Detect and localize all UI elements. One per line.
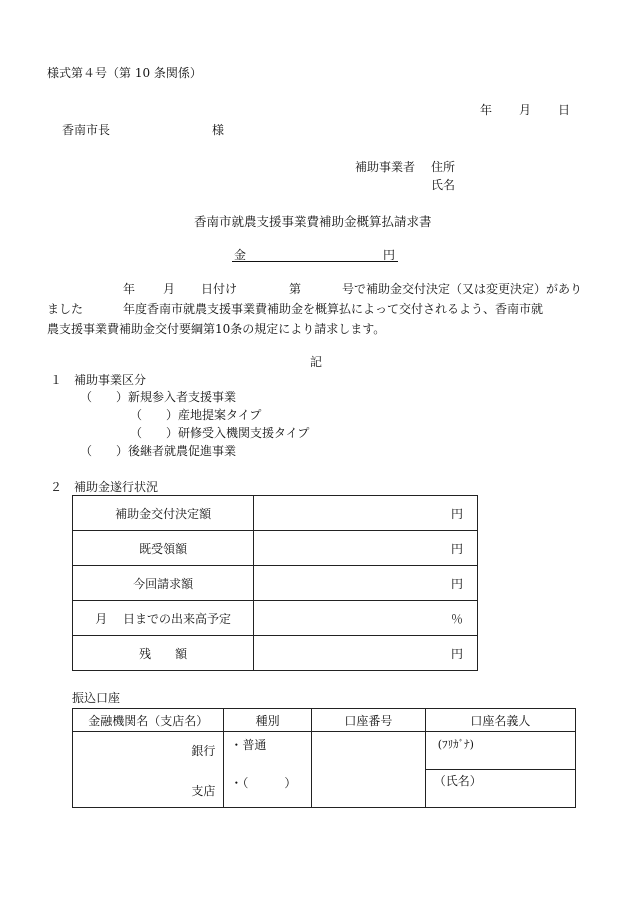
date-day: 日 [558, 103, 571, 117]
type-other: ・（ ） [230, 776, 297, 790]
table-row [73, 496, 478, 531]
amount-line [232, 248, 398, 264]
ki-label: 記 [310, 355, 323, 369]
address-label: 住所 [431, 160, 456, 174]
bank-label: 銀行 [191, 744, 216, 758]
body-day: 日付け [201, 282, 238, 296]
section1-item-successor: （ ）後継者就農促進事業 [80, 444, 237, 458]
header-account-holder: 口座名義人 [425, 709, 575, 732]
form-number: 様式第４号（第 10 条関係） [47, 66, 202, 80]
row-label: 今回請求額 [73, 566, 254, 601]
institution-cell [73, 732, 224, 808]
body-month: 月 [163, 282, 176, 296]
holder-name-label: （氏名） [433, 774, 482, 788]
status-table [72, 495, 478, 671]
date-month: 月 [519, 103, 532, 117]
date-year: 年 [480, 103, 493, 117]
addressee-name: 香南市長 [62, 123, 111, 137]
type-cell [224, 732, 311, 808]
row-unit: 円 [254, 496, 478, 531]
body-year: 年 [123, 282, 136, 296]
account-number-cell [311, 732, 425, 808]
kana-label: (ﾌﾘｶﾞﾅ) [437, 738, 474, 751]
row-label: 補助金交付決定額 [73, 496, 254, 531]
bank-heading: 振込口座 [72, 691, 121, 705]
table-row [73, 601, 478, 636]
table-header-row [73, 709, 576, 732]
row-unit: ％ [254, 601, 478, 636]
section2-heading: ２ 補助金遂行状況 [50, 480, 159, 494]
row-label: 月 日までの出来高予定 [73, 601, 254, 636]
amount-underline [232, 248, 398, 262]
table-row [73, 566, 478, 601]
kana-row [426, 732, 575, 770]
header-institution: 金融機関名（支店名） [73, 709, 224, 732]
table-row [73, 531, 478, 566]
section1-item-regional: （ ）産地提案タイプ [130, 408, 262, 422]
row-unit: 円 [254, 531, 478, 566]
body-line1-rest: 号で補助金交付決定（又は変更決定）があり [342, 282, 583, 296]
row-label: 残 額 [73, 636, 254, 671]
header-type: 種別 [224, 709, 311, 732]
table-row [73, 732, 576, 808]
bank-table [72, 708, 576, 808]
header-account-number: 口座番号 [311, 709, 425, 732]
applicant-label: 補助事業者 [355, 160, 416, 174]
amount-prefix: 金 [234, 248, 247, 262]
account-holder-cell [425, 732, 575, 808]
document-title: 香南市就農支援事業費補助金概算払請求書 [194, 214, 432, 229]
section1-item-new-entrant: （ ）新規参入者支援事業 [80, 390, 237, 404]
name-label: 氏名 [431, 178, 456, 192]
section1-item-training: （ ）研修受入機関支援タイプ [130, 426, 310, 440]
body-line3: 農支援事業費補助金交付要綱第10条の規定により請求します。 [47, 322, 386, 336]
branch-label: 支店 [191, 784, 216, 798]
body-no: 第 [289, 282, 302, 296]
row-label: 既受領額 [73, 531, 254, 566]
row-unit: 円 [254, 636, 478, 671]
holder-name-row [426, 770, 575, 807]
row-unit: 円 [254, 566, 478, 601]
amount-suffix: 円 [383, 248, 396, 262]
body-line2-rest: 年度香南市就農支援事業費補助金を概算払によって交付されるよう、香南市就 [123, 302, 544, 316]
section1-heading: １ 補助事業区分 [50, 373, 147, 387]
body-line2-start: ました [47, 302, 84, 316]
type-ordinary: ・普通 [230, 738, 267, 752]
addressee-honorific: 様 [212, 123, 225, 137]
table-row [73, 636, 478, 671]
